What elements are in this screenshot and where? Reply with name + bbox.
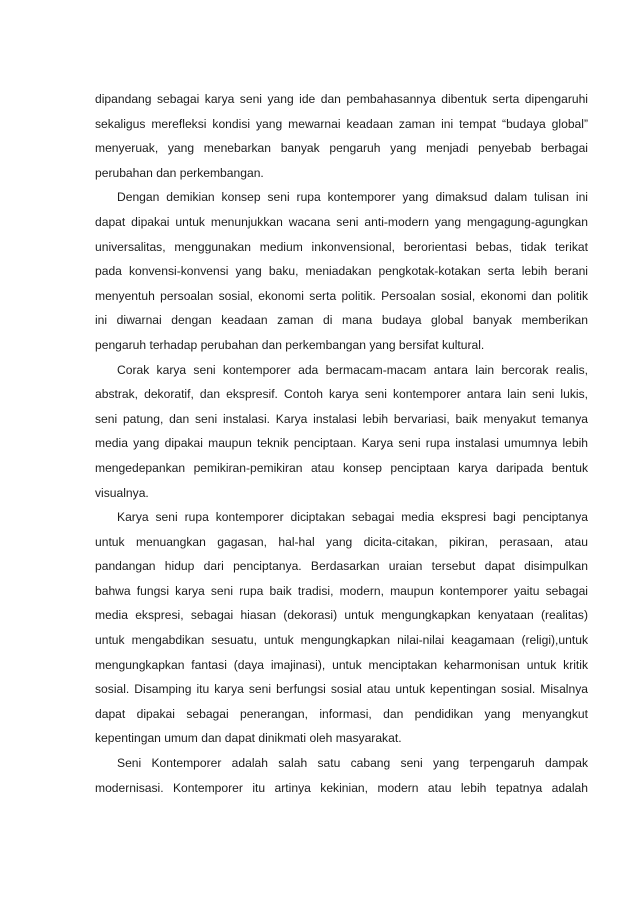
text-line: dapat dipakai sebagai penerangan, informasi, dan pendidikan yang menyangkut (95, 706, 588, 721)
text-line: sekaligus merefleksi kondisi yang mewarnai keadaan zaman ini tempat “budaya global” (95, 116, 588, 131)
text-line: seni patung, dan seni instalasi. Karya instalasi lebih bervariasi, baik menyakut temanya (95, 411, 588, 426)
text-line: menyentuh persoalan sosial, ekonomi serta politik. Persoalan sosial, ekonomi dan politik (95, 288, 588, 303)
text-line: pada konvensi-konvensi yang baku, meniadakan pengkotak-kotakan serta lebih berani (95, 264, 588, 279)
text-line: mengungkapkan fantasi (daya imajinasi), untuk menciptakan keharmonisan untuk kritik (95, 657, 588, 672)
text-line: media ekspresi, sebagai hiasan (dekorasi) untuk mengungkapkan kenyataan (realitas) (95, 608, 588, 623)
text-line: menyeruak, yang menebarkan banyak pengaruh yang menjadi penyebab berbagai (95, 141, 588, 156)
text-line: pandangan hidup dari penciptanya. Berdasarkan uraian tersebut dapat disimpulkan (95, 559, 588, 574)
text-line: sosial. Disamping itu karya seni berfungsi sosial atau untuk kepentingan sosial. Misalnya (95, 682, 588, 697)
text-line: untuk menuangkan gagasan, hal-hal yang dicita-citakan, pikiran, perasaan, atau (95, 534, 588, 549)
text-line: untuk mengabdikan sesuatu, untuk mengungkapkan nilai-nilai keagamaan (religi),untuk (95, 633, 588, 648)
text-line: dipandang sebagai karya seni yang ide dan pembahasannya dibentuk serta dipengaruhi (95, 92, 588, 106)
text-line: Karya seni rupa kontemporer diciptakan sebagai media ekspresi bagi penciptanya (117, 510, 588, 525)
text-line: perubahan dan perkembangan. (95, 165, 264, 180)
text-line: ini diwarnai dengan keadaan zaman di mana budaya global banyak memberikan (95, 313, 588, 328)
text-line: mengedepankan pemikiran-pemikiran atau konsep penciptaan karya daripada bentuk (95, 460, 588, 475)
text-line: Dengan demikian konsep seni rupa kontemporer yang dimaksud dalam tulisan ini (117, 190, 588, 205)
text-line: abstrak, dekoratif, dan ekspresif. Contoh karya seni kontemporer antara lain seni lukis, (95, 387, 588, 402)
text-line: modernisasi. Kontemporer itu artinya kekinian, modern atau lebih tepatnya adalah (95, 780, 588, 795)
body-text (95, 87, 588, 800)
text-line: pengaruh terhadap perubahan dan perkembangan yang bersifat kultural. (95, 337, 485, 352)
text-line: bahwa fungsi karya seni rupa baik tradisi, modern, maupun kontemporer yaitu sebagai (95, 583, 588, 598)
text-line: universalitas, menggunakan medium inkonvensional, berorientasi bebas, tidak terikat (95, 239, 588, 254)
text-line: Seni Kontemporer adalah salah satu cabang seni yang terpengaruh dampak (117, 756, 588, 771)
text-line: kepentingan umum dan dapat dinikmati oleh masyarakat. (95, 731, 402, 746)
text-line: media yang dipakai maupun teknik penciptaan. Karya seni rupa instalasi umumnya lebih (95, 436, 588, 451)
text-line: Corak karya seni kontemporer ada bermacam-macam antara lain bercorak realis, (117, 362, 588, 377)
text-line: visualnya. (95, 485, 149, 500)
text-line: dapat dipakai untuk menunjukkan wacana seni anti-modern yang mengagung-agungkan (95, 214, 588, 229)
